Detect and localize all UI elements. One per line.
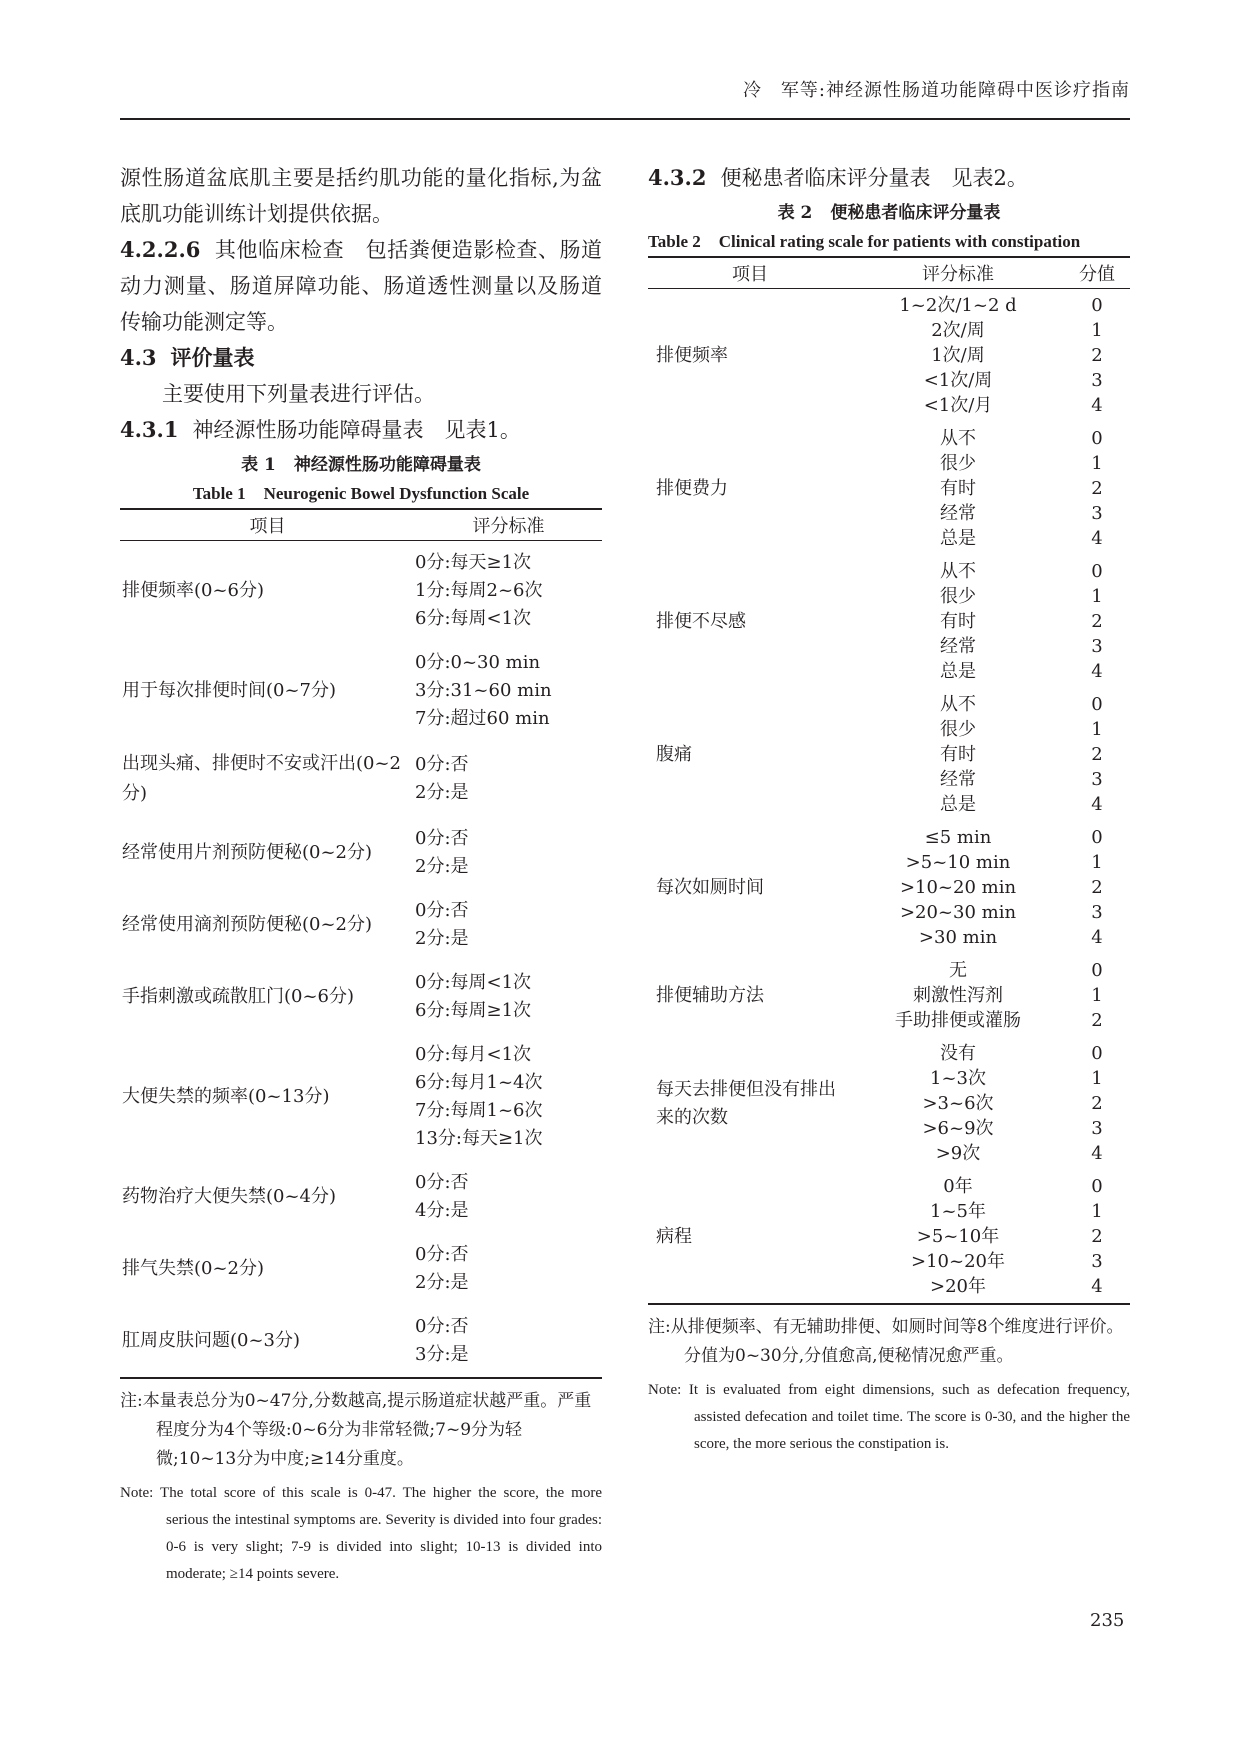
value-line: 3 (1091, 636, 1103, 657)
criteria-line: >9次 (935, 1143, 981, 1164)
criteria-line: 刺激性泻剂 (913, 985, 1003, 1006)
table2-criteria-cell (852, 688, 1064, 821)
table1-number-cn: 表 1 (241, 455, 276, 475)
table1-item-cell: 经常使用片剂预防便秘(0~2分) (122, 842, 373, 863)
table2-item-cell: 每天去排便但没有排出来的次数 (656, 1078, 836, 1128)
criteria-line: 没有 (940, 1043, 976, 1064)
table1-item-cell: 排便频率(0~6分) (122, 580, 265, 601)
table-row (648, 1037, 1130, 1170)
criteria-line: 1分:每周2~6次 (415, 580, 543, 601)
criteria-line: 0分:否 (415, 828, 469, 849)
table2-criteria-cell (852, 422, 1064, 555)
criteria-line: 2分:是 (415, 928, 469, 949)
value-line: 4 (1091, 927, 1103, 948)
table1-title-cn: 神经源性肠功能障碍量表 (293, 455, 481, 475)
criteria-line: 2分:是 (415, 856, 469, 877)
table2-value-cell (1064, 1170, 1130, 1304)
table2-item-cell: 腹痛 (656, 743, 692, 765)
criteria-line: 经常 (940, 636, 976, 657)
table2-value-cell (1064, 688, 1130, 821)
table1-item-cell: 肛周皮肤问题(0~3分) (122, 1330, 301, 1351)
value-line: 1 (1091, 1201, 1103, 1222)
value-line: 0 (1091, 1176, 1103, 1197)
criteria-line: 有时 (940, 611, 976, 632)
value-line: 4 (1091, 794, 1103, 815)
table2-criteria-cell (852, 1037, 1064, 1170)
table2-note-en-text: Note: It is evaluated from eight dimensions, such as defecation frequency, assisted defecation and toilet time. The score is 0-30, and the higher the score, the more serious the constipation is. (648, 1382, 1130, 1452)
table1-caption-cn (120, 450, 602, 480)
table2-number-en: Table 2 (648, 232, 701, 251)
table2-number-cn: 表 2 (777, 203, 813, 223)
table1-criteria-cell (415, 1161, 602, 1233)
value-line: 2 (1091, 744, 1103, 765)
criteria-line: 很少 (940, 586, 976, 607)
value-line: 0 (1091, 694, 1103, 715)
table1-caption-en (120, 480, 602, 508)
table1-criteria-cell (415, 889, 602, 961)
paragraph-4-3: 主要使用下列量表进行评估。 (162, 382, 435, 406)
table1-note-cn-text: 注:本量表总分为0~47分,分数越高,提示肠道症状越严重。严重程度分为4个等级:0~6分为非常轻微;7~9分为轻微;10~13分为中度;≥14分重度。 (120, 1391, 592, 1469)
value-line: 0 (1091, 1043, 1103, 1064)
table2-header-value: 分值 (1064, 257, 1130, 289)
value-line: 0 (1091, 295, 1103, 316)
criteria-line: 手助排便或灌肠 (895, 1010, 1021, 1031)
table-row (648, 954, 1130, 1037)
table-row (648, 289, 1130, 423)
table1 (120, 508, 602, 1379)
criteria-line: >20年 (930, 1276, 986, 1297)
table-row (120, 817, 602, 889)
table-row (120, 1305, 602, 1378)
criteria-line: >5~10 min (905, 852, 1011, 873)
criteria-line: 从不 (940, 428, 976, 449)
table-row (648, 821, 1130, 954)
value-line: 1 (1091, 320, 1103, 341)
section-4-3-1 (120, 412, 602, 448)
table-row (120, 641, 602, 741)
value-line: 3 (1091, 769, 1103, 790)
value-line: 4 (1091, 528, 1103, 549)
table-row (120, 741, 602, 817)
criteria-line: 4分:是 (415, 1200, 469, 1221)
criteria-line: ≤5 min (924, 827, 992, 848)
criteria-line: 1次/周 (931, 345, 985, 366)
table-row (648, 422, 1130, 555)
table-row (120, 961, 602, 1033)
table1-criteria-cell (415, 641, 602, 741)
table1-item-cell: 排气失禁(0~2分) (122, 1258, 265, 1279)
table1-item-cell: 大便失禁的频率(0~13分) (122, 1086, 330, 1107)
criteria-line: 6分:每周<1次 (415, 608, 532, 629)
section-number: 4.2.2.6 (120, 237, 201, 262)
value-line: 2 (1091, 877, 1103, 898)
table1-note-cn (120, 1387, 602, 1474)
criteria-line: 有时 (940, 744, 976, 765)
table2-criteria-cell (852, 289, 1064, 423)
table-row (120, 889, 602, 961)
header-rule (120, 118, 1130, 120)
table1-criteria-cell (415, 961, 602, 1033)
table2-item-cell: 病程 (656, 1225, 692, 1247)
table2 (648, 256, 1130, 1305)
left-column (120, 160, 602, 1588)
table1-criteria-cell (415, 1033, 602, 1161)
criteria-line: >3~6次 (922, 1093, 994, 1114)
table2-header-item: 项目 (648, 257, 852, 289)
criteria-line: 经常 (940, 769, 976, 790)
table2-criteria-cell (852, 954, 1064, 1037)
table1-criteria-cell (415, 1233, 602, 1305)
table1-title-en: Neurogenic Bowel Dysfunction Scale (263, 484, 530, 503)
table1-item-cell: 经常使用滴剂预防便秘(0~2分) (122, 914, 373, 935)
value-line: 1 (1091, 985, 1103, 1006)
criteria-line: 0分:每周<1次 (415, 972, 532, 993)
table2-value-cell (1064, 422, 1130, 555)
table1-note-en-text: Note: The total score of this scale is 0-47. The higher the score, the more serious the intestinal symptoms are. Severity is divided into four grades: 0-6 is very slight; 7-9 is divided into slight; 10-13 is divided into moderate; ≥14 points severe. (120, 1485, 602, 1582)
criteria-line: >6~9次 (922, 1118, 994, 1139)
criteria-line: 0分:否 (415, 1172, 469, 1193)
section-text: 包括粪便造影检查、肠道动力测量、肠道屏障功能、肠道透性测量以及肠道传输功能测定等。 (120, 238, 603, 334)
criteria-line: 2分:是 (415, 782, 469, 803)
value-line: 3 (1091, 370, 1103, 391)
criteria-line: 1~2次/1~2 d (899, 295, 1017, 316)
table2-criteria-cell (852, 1170, 1064, 1304)
value-line: 2 (1091, 1010, 1103, 1031)
table2-item-cell: 排便费力 (656, 477, 728, 499)
value-line: 3 (1091, 1251, 1103, 1272)
section-number: 4.3.2 (648, 165, 707, 190)
section-number: 4.3.1 (120, 417, 179, 442)
table2-item-cell: 排便不尽感 (656, 610, 746, 632)
section-4-3-2 (648, 160, 1130, 196)
table1-criteria-cell (415, 541, 602, 642)
criteria-line: 总是 (940, 661, 976, 682)
criteria-line: 3分:31~60 min (415, 680, 552, 701)
table2-caption-en (648, 228, 1130, 256)
table-row (120, 1161, 602, 1233)
table2-value-cell (1064, 821, 1130, 954)
criteria-line: >5~10年 (916, 1226, 1000, 1247)
section-4-3-heading (120, 340, 602, 376)
criteria-line: 13分:每天≥1次 (415, 1128, 543, 1149)
table1-item-cell: 手指刺激或疏散肛门(0~6分) (122, 986, 355, 1007)
table2-note-cn (648, 1313, 1130, 1371)
table-row (648, 1170, 1130, 1304)
criteria-line: 总是 (940, 528, 976, 549)
value-line: 1 (1091, 453, 1103, 474)
criteria-line: 0分:每天≥1次 (415, 552, 532, 573)
criteria-line: 0分:0~30 min (415, 652, 541, 673)
table1-header-item: 项目 (120, 509, 415, 541)
table-row (648, 555, 1130, 688)
criteria-line: 很少 (940, 453, 976, 474)
table1-criteria-cell (415, 817, 602, 889)
value-line: 0 (1091, 960, 1103, 981)
table2-item-cell: 每次如厕时间 (656, 876, 764, 898)
criteria-line: 从不 (940, 561, 976, 582)
value-line: 4 (1091, 395, 1103, 416)
section-text: 便秘患者临床评分量表 见表2。 (720, 166, 1028, 190)
table2-criteria-cell (852, 821, 1064, 954)
value-line: 0 (1091, 827, 1103, 848)
criteria-line: 0分:否 (415, 754, 469, 775)
value-line: 2 (1091, 611, 1103, 632)
table2-header-criteria: 评分标准 (852, 257, 1064, 289)
table2-value-cell (1064, 555, 1130, 688)
criteria-line: >20~30 min (899, 902, 1017, 923)
table1-criteria-cell (415, 741, 602, 817)
table-row (120, 1233, 602, 1305)
value-line: 4 (1091, 661, 1103, 682)
table2-item-cell: 排便频率 (656, 344, 728, 366)
criteria-line: 7分:每周1~6次 (415, 1100, 543, 1121)
table2-title-en: Clinical rating scale for patients with constipation (718, 232, 1081, 251)
table2-body (648, 289, 1130, 1305)
table2-note-cn-text: 注:从排便频率、有无辅助排便、如厕时间等8个维度进行评价。分值为0~30分,分值愈高,便秘情况愈严重。 (648, 1317, 1124, 1366)
criteria-line: 有时 (940, 478, 976, 499)
criteria-line: 1~3次 (930, 1068, 986, 1089)
table-row (648, 688, 1130, 821)
table1-number-en: Table 1 (192, 484, 246, 503)
criteria-line: <1次/月 (923, 395, 993, 416)
value-line: 2 (1091, 1226, 1103, 1247)
table2-caption-cn (648, 198, 1130, 228)
value-line: 2 (1091, 478, 1103, 499)
criteria-line: 0分:否 (415, 900, 469, 921)
criteria-line: 7分:超过60 min (415, 708, 550, 729)
value-line: 1 (1091, 586, 1103, 607)
page-number: 235 (1090, 1610, 1125, 1631)
table1-item-cell: 药物治疗大便失禁(0~4分) (122, 1186, 337, 1207)
table2-value-cell (1064, 289, 1130, 423)
criteria-line: 无 (949, 960, 967, 981)
value-line: 1 (1091, 852, 1103, 873)
table1-criteria-cell (415, 1305, 602, 1378)
table2-title-cn: 便秘患者临床评分量表 (830, 203, 1001, 223)
criteria-line: 2分:是 (415, 1272, 469, 1293)
table2-header-row (648, 257, 1130, 289)
table1-item-cell: 用于每次排便时间(0~7分) (122, 680, 337, 701)
criteria-line: >10~20 min (899, 877, 1017, 898)
criteria-line: 经常 (940, 503, 976, 524)
table1-note-en (120, 1480, 602, 1588)
section-number: 4.3 (120, 345, 157, 370)
criteria-line: 6分:每周≥1次 (415, 1000, 532, 1021)
criteria-line: 0分:否 (415, 1316, 469, 1337)
section-title: 评价量表 (170, 345, 255, 370)
table1-header-criteria: 评分标准 (415, 509, 602, 541)
value-line: 1 (1091, 1068, 1103, 1089)
criteria-line: 0分:每月<1次 (415, 1044, 532, 1065)
paragraph-continued: 源性肠道盆底肌主要是括约肌功能的量化指标,为盆底肌功能训练计划提供依据。 (120, 166, 602, 226)
table2-note-en (648, 1377, 1130, 1458)
value-line: 3 (1091, 503, 1103, 524)
table1-item-cell: 出现头痛、排便时不安或汗出(0~2分) (122, 753, 402, 804)
criteria-line: 很少 (940, 719, 976, 740)
criteria-line: >30 min (918, 927, 998, 948)
table-row (120, 541, 602, 642)
section-4-2-2-6 (120, 232, 602, 340)
criteria-line: 2次/周 (931, 320, 985, 341)
criteria-line: 3分:是 (415, 1344, 469, 1365)
section-title: 其他临床检查 (214, 238, 345, 262)
value-line: 3 (1091, 902, 1103, 923)
running-header: 冷 军等:神经源性肠道功能障碍中医诊疗指南 (742, 80, 1130, 101)
table2-item-cell: 排便辅助方法 (656, 984, 764, 1006)
criteria-line: 从不 (940, 694, 976, 715)
criteria-line: 0分:否 (415, 1244, 469, 1265)
value-line: 0 (1091, 561, 1103, 582)
table2-value-cell (1064, 1037, 1130, 1170)
table2-value-cell (1064, 954, 1130, 1037)
criteria-line: 总是 (940, 794, 976, 815)
value-line: 3 (1091, 1118, 1103, 1139)
value-line: 4 (1091, 1143, 1103, 1164)
criteria-line: 1~5年 (930, 1201, 986, 1222)
table1-body (120, 541, 602, 1379)
value-line: 0 (1091, 428, 1103, 449)
value-line: 1 (1091, 719, 1103, 740)
criteria-line: 0年 (943, 1176, 973, 1197)
value-line: 2 (1091, 1093, 1103, 1114)
table-row (120, 1033, 602, 1161)
table1-header-row (120, 509, 602, 541)
value-line: 2 (1091, 345, 1103, 366)
right-column (648, 160, 1130, 1458)
section-text: 神经源性肠功能障碍量表 见表1。 (192, 418, 521, 442)
criteria-line: >10~20年 (911, 1251, 1005, 1272)
table2-criteria-cell (852, 555, 1064, 688)
value-line: 4 (1091, 1276, 1103, 1297)
criteria-line: <1次/周 (923, 370, 993, 391)
criteria-line: 6分:每月1~4次 (415, 1072, 543, 1093)
